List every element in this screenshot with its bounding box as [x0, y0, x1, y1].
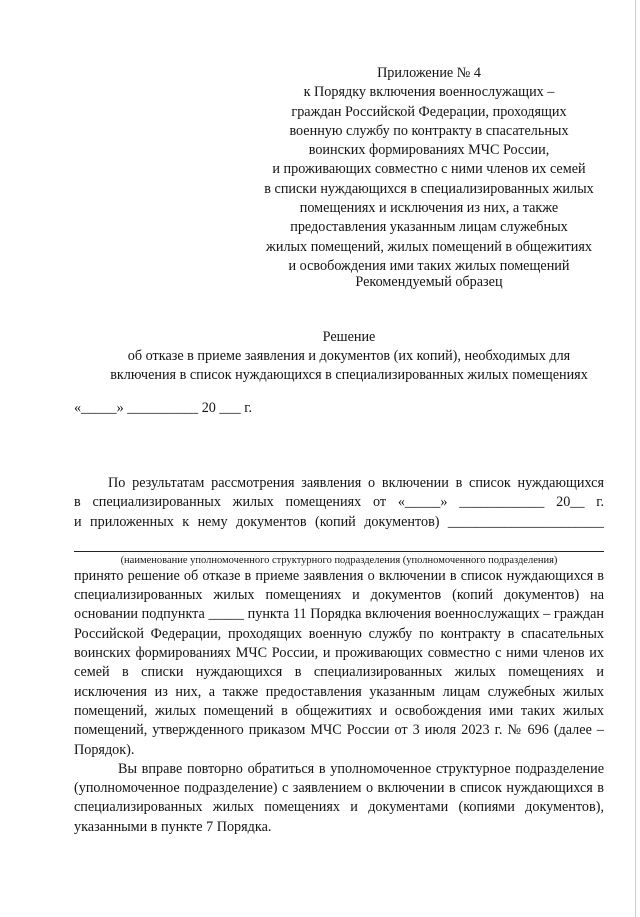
appendix-header — [252, 64, 606, 276]
title-line-2: включения в список нуждающихся в специализированных жилых помещениях — [110, 367, 588, 383]
appendix-line: и освобождения ими таких жилых помещений — [288, 257, 570, 274]
intro-line-2: в специализированных жилых помещениях от «_____» ____________ 20__ г. — [74, 494, 604, 511]
appendix-line: жилых помещений, жилых помещений в общежитиях — [266, 238, 592, 255]
intro-line-3: и приложенных к нему документов (копий документов) ______________________ — [74, 513, 604, 530]
reapply-paragraph: Вы вправе повторно обратиться в уполномоченное структурное подразделение (уполномоченное подразделение) с заявлением о включении в список нуждающихся в специализированных жилых помещениях и документами (копиями документов), указанными в пункте 7 Порядка. — [74, 760, 604, 835]
appendix-line: и проживающих совместно с ними членов их семей — [272, 161, 586, 178]
appendix-line: в списки нуждающихся в специализированных жилых — [264, 180, 594, 197]
appendix-line: Приложение № 4 — [377, 65, 481, 81]
fill-in-rule — [74, 551, 604, 552]
decision-paragraph: принято решение об отказе в приеме заявления о включении в список нуждающихся в специализированных жилых помещениях и документов (копий документов) на основании подпункта _____ пункта 11 Порядка включения военнослужащих – граждан Российской Федерации, проходящих военную службу по контракту в спасательных воинских формированиях МЧС России, и проживающих совместно с ними членов их семей в списки нуждающихся в специализированных жилых помещениях и исключения из них, а также предоставления указанным лицам служебных жилых помещений, жилых помещений в общежитиях и освобождения ими таких жилых помещений, утвержденного приказом МЧС России от 3 июля 2023 г. № 696 (далее – Порядок). — [74, 567, 604, 758]
document-body — [74, 474, 604, 837]
sample-label: Рекомендуемый образец — [355, 274, 503, 290]
appendix-line: к Порядку включения военнослужащих – — [303, 84, 555, 101]
appendix-line: помещениях и исключения из них, а также — [299, 200, 559, 217]
document-title — [40, 328, 640, 385]
page-edge — [635, 0, 636, 917]
decision-date-line: «_____» __________ 20 ___ г. — [74, 400, 253, 416]
field-caption: (наименование уполномоченного структурного подразделения (уполномоченного подразделения) — [120, 554, 558, 566]
appendix-line: воинских формированиях МЧС России, — [308, 142, 550, 159]
title-line-1: об отказе в приеме заявления и документов (их копий), необходимых для — [127, 348, 571, 364]
appendix-line: военную службу по контракту в спасательных — [289, 122, 569, 139]
appendix-line: предоставления указанным лицам служебных — [290, 219, 568, 236]
appendix-line: граждан Российской Федерации, проходящих — [291, 103, 567, 120]
intro-line-1: По результатам рассмотрения заявления о включении в список нуждающихся — [108, 475, 604, 491]
title-heading: Решение — [322, 329, 376, 345]
